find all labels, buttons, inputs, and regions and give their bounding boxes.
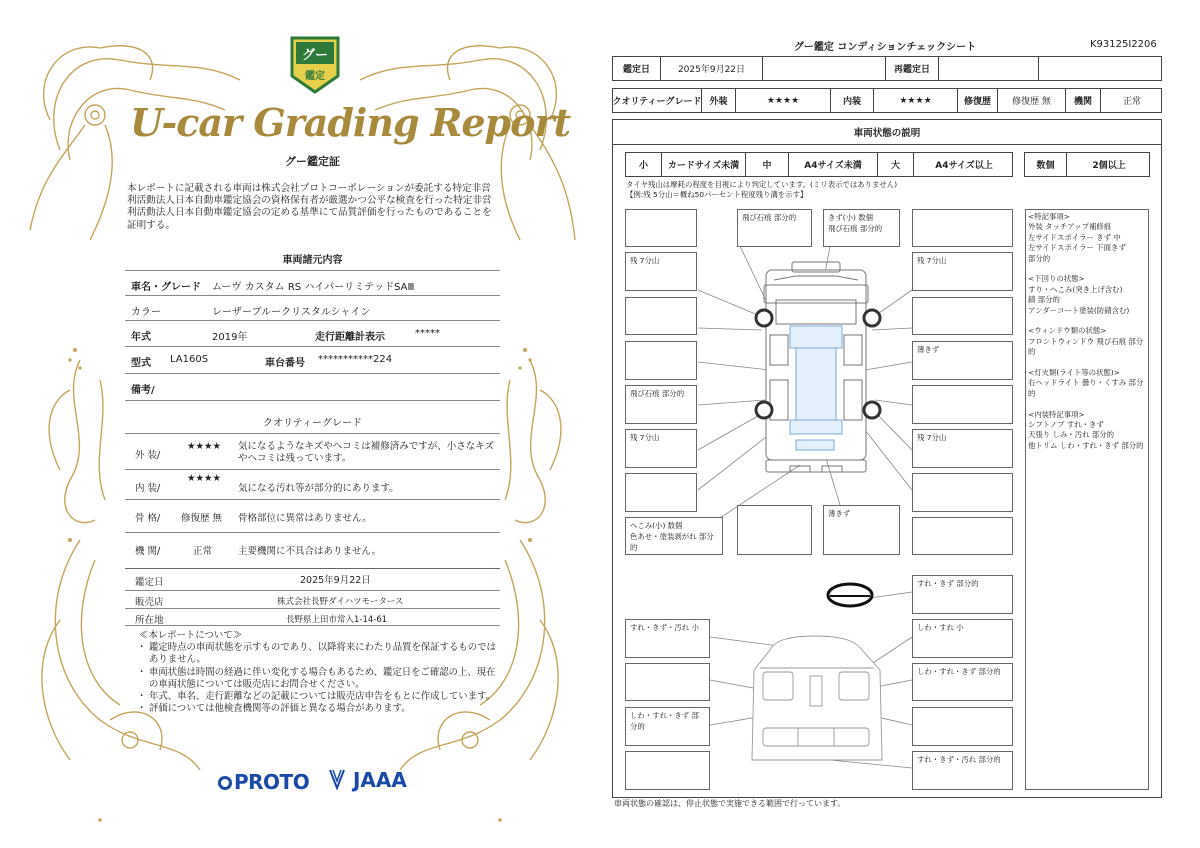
ext-value: ★★★★: [736, 89, 831, 112]
int-right1-text: しわ・すれ 小: [917, 623, 964, 632]
grade-row-interior: [125, 469, 500, 499]
proto-logo: [218, 770, 309, 794]
sheet-footer: 車両状態の確認は、停止状態で実施できる範囲で行っています。: [614, 799, 846, 808]
notes-group-interior: [1028, 410, 1146, 452]
grade-label: クオリティーグレード: [613, 89, 702, 112]
date-value: 2025年9月22日: [661, 57, 763, 80]
specs-title: 車両諸元内容: [282, 255, 343, 266]
mileage-value: *****: [415, 328, 440, 339]
car-exterior-diagram: [764, 262, 868, 472]
ext-box-top-mid: [737, 209, 812, 247]
color-label: カラー: [131, 307, 161, 318]
int-left3-text: しわ・すれ・きず 部分的: [630, 711, 699, 731]
ext-box-top-right: [823, 209, 900, 247]
g2-line3: アンダーコート塗装(防錆含む): [1028, 305, 1130, 315]
interior-stars: ★★★★: [187, 473, 222, 484]
engine-text: 主要機関に不具合はありません。: [238, 546, 382, 557]
ext-box-right-4: [912, 385, 1013, 424]
g1-line3: 左サイドスポイラー 下面きず: [1028, 243, 1126, 253]
int-box-left-1: [625, 619, 710, 658]
ext-box-top-right-line1: きず(小) 数個: [828, 213, 874, 222]
ext-label: 外装: [702, 89, 736, 112]
int-box-right-2: [912, 663, 1013, 701]
g3-head: <ウィンドウ類の状態>: [1028, 326, 1107, 336]
ext-box-fl-tire: [625, 252, 697, 291]
note-item: ・ 年式、車名、走行距離などの記載については販売店申告をもとに作成しています。: [137, 691, 497, 703]
legend-large-desc: A4サイズ以上: [935, 161, 993, 171]
frame-value: 修復歴 無: [181, 513, 223, 524]
note-item: ・ 車両状態は時間の経過に伴い変化する場合もあるため、鑑定日をご確認の上、現在の車両状態については販売店にお問合せください。: [137, 667, 497, 691]
badge-line2: 鑑定: [305, 71, 325, 82]
ext-box-rear-left: [625, 517, 723, 555]
spec-row-color: [125, 295, 500, 320]
appraisal-date-value: 2025年9月22日: [300, 575, 371, 586]
int-box-left-3: [625, 707, 710, 746]
mileage-label: 走行距離計表示: [315, 332, 385, 343]
g5-line1: シフトノブ すれ・きず: [1028, 420, 1104, 430]
steering-text: すれ・きず 部分的: [917, 579, 979, 588]
quality-title: クオリティーグレード: [263, 418, 362, 429]
notes-group-special: [1028, 212, 1146, 264]
shop-row: [125, 590, 500, 608]
year-value: 2019年: [212, 332, 248, 343]
engine-value: 正常: [1122, 97, 1141, 107]
ext-box-rear-far-right: [912, 517, 1013, 555]
rr-tire-text: 残 7分山: [917, 433, 947, 442]
condition-check-sheet: [600, 0, 1200, 848]
notes-group-windows: [1028, 326, 1146, 357]
address-row: [125, 608, 500, 626]
spec-row-name: [125, 270, 500, 295]
int-value: ★★★★: [874, 89, 958, 112]
rear-right-text: 薄きず: [828, 509, 851, 518]
notes-head: ≪本レポートについて≫: [139, 630, 242, 641]
int-box-right-3: [912, 707, 1013, 746]
g1-line4: 部分的: [1028, 253, 1051, 263]
appraisal-date-label: 鑑定日: [135, 577, 164, 588]
frame-text: 骨格部位に異常はありません。: [238, 513, 372, 524]
car-interior-diagram: [752, 636, 882, 760]
rear-left-line1: へこみ(小) 数個: [630, 521, 683, 530]
g4-line1: 右ヘッドライト 曇り・くすみ 部分的: [1028, 378, 1144, 398]
spec-row-year: [125, 320, 500, 345]
int-box-right-1: [912, 619, 1013, 658]
g2-line2: 錆 部分的: [1028, 295, 1060, 305]
repair-value: 修復歴 無: [998, 89, 1066, 112]
notes-group-underbody: [1028, 274, 1146, 316]
g5-head: <内装特記事項>: [1028, 409, 1085, 419]
ext-box-left-mid: [625, 385, 697, 424]
int-box-left-2: [625, 663, 710, 701]
year-label: 年式: [131, 332, 151, 343]
exterior-text: 気になるようなキズやヘコミは補修済みですが、小さなキズやヘコミは残っています。: [238, 441, 495, 464]
ext-box-right-6: [912, 473, 1013, 512]
legend-mid: 中: [746, 153, 789, 176]
redate-label: 再鑑定日: [886, 57, 939, 80]
certificate-heading: グー鑑定証: [285, 155, 340, 168]
chassis-label: 車台番号: [265, 358, 305, 369]
ext-box-rear-mid: [737, 505, 812, 555]
quality-title-row: [125, 400, 500, 433]
badge-line1: グー: [301, 48, 329, 63]
left-mid-text: 飛び石痕 部分的: [630, 389, 685, 398]
appraisal-date-row: [125, 568, 500, 590]
remarks-label: 備考/: [131, 385, 155, 396]
right-mid-text: 薄きず: [917, 345, 940, 354]
ext-box-top-left: [625, 209, 697, 247]
date-label: 鑑定日: [613, 57, 661, 80]
g5-line3: 他トリム しわ・すれ・きず 部分的: [1028, 440, 1144, 450]
report-notes: [137, 630, 497, 715]
ext-box-left-6: [625, 473, 697, 512]
int-right2-text: しわ・すれ・きず 部分的: [917, 667, 1001, 676]
note-item: ・ 鑑定時点の車両状態を示すものであり、以降将来にわたり品質を保証するものではありません。: [137, 642, 497, 666]
sheet-title: グー鑑定 コンディションチェックシート: [793, 42, 977, 53]
int-label: 内装: [831, 89, 874, 112]
ext-box-fr-tire: [912, 252, 1013, 291]
g3-line1: フロントウィンドウ 飛び石痕 部分的: [1028, 336, 1144, 357]
ext-box-rr-tire: [912, 429, 1013, 468]
special-notes: [1025, 209, 1149, 790]
int-right4-text: すれ・きず・汚れ 部分的: [917, 755, 1001, 764]
tire-note-line1: タイヤ残山は摩耗の程度を目視により判定しています。(ミリ表示ではありません): [626, 180, 898, 189]
proto-mark-icon: [218, 776, 232, 790]
g1-line1: 外装 タッチアップ補修痕: [1028, 222, 1112, 232]
shop-label: 販売店: [135, 597, 164, 608]
int-box-steering: [912, 575, 1013, 614]
legend-large: 大: [878, 153, 914, 176]
interior-label: 内 装/: [135, 483, 161, 494]
g2-head: <下回りの状態>: [1028, 274, 1085, 284]
jaaa-logo: [328, 768, 407, 792]
legend-count: 数個: [1025, 153, 1067, 176]
grade-row-exterior: [125, 433, 500, 469]
proto-text: PROTO: [234, 770, 310, 794]
note-item: ・ 評価については他検査機関等の評価と異なる場合があります。: [137, 703, 497, 715]
int-box-right-4: [912, 751, 1013, 790]
grade-row-engine: [125, 532, 500, 565]
ext-box-left-2: [625, 297, 697, 335]
ext-box-right-2: [912, 297, 1013, 335]
model-value: LA160S: [170, 354, 209, 365]
repair-label: 修復歴: [958, 89, 998, 112]
g1-head: <特記事項>: [1028, 212, 1070, 221]
model-label: 型式: [131, 358, 151, 369]
name-label: 車名・グレード: [131, 282, 201, 293]
tire-note-line2: 【例:残 5分山＝概ね50パーセント程度残り溝を示す】: [626, 190, 808, 199]
ext-box-rl-tire: [625, 429, 697, 468]
int-left1-text: すれ・きず・汚れ 小: [630, 623, 699, 632]
rear-left-line2: 色あせ・塗装剥がれ 部分的: [630, 532, 714, 552]
interior-text: 気になる汚れ等が部分的にあります。: [238, 483, 399, 494]
color-value: レーザーブルークリスタルシャイン: [212, 307, 371, 318]
sheet-id: K93125I2206: [1090, 39, 1157, 50]
rl-tire-text: 残 7分山: [630, 433, 660, 442]
address-value: 長野県上田市常入1-14-61: [286, 615, 388, 625]
address-label: 所在地: [135, 615, 164, 626]
g5-line2: 天張り しみ・汚れ 部分的: [1028, 430, 1114, 440]
g2-line1: すり・へこみ(突き上げ含む): [1028, 284, 1123, 294]
certificate-intro: 本レポートに記載される車両は株式会社プロトコーポレーションが委託する特定非営利活動法人日本自動車鑑定協会の資格保有者が厳選かつ公平な検査を行った特定非営利活動法人日本自動車鑑定協会の定める基準にて品質評価を行ったものであることを証明する。: [127, 183, 492, 231]
legend-small: 小: [626, 153, 662, 176]
legend-count-desc: 2個以上: [1092, 161, 1126, 171]
goo-kantei-badge: [288, 32, 342, 96]
ext-box-right-mid: [912, 341, 1013, 380]
notes-group-lights: [1028, 368, 1146, 399]
ext-box-rear-right: [823, 505, 900, 555]
legend-mid-desc: A4サイズ未満: [789, 153, 878, 176]
ext-box-top-far-right: [912, 209, 1013, 247]
g1-line2: 左サイドスポイラー きず 中: [1028, 232, 1121, 242]
exterior-label: 外 装/: [135, 450, 161, 461]
engine-value: 正常: [193, 546, 213, 557]
fr-tire-text: 残 7分山: [917, 256, 947, 265]
frame-label: 骨 格/: [135, 513, 161, 524]
ext-box-top-mid-text: 飛び石痕 部分的: [742, 213, 797, 222]
chassis-value: ***********224: [318, 354, 393, 365]
spec-row-model: [125, 346, 500, 371]
script-title: U-car Grading Report: [130, 100, 571, 145]
engine-label: 機関: [1066, 89, 1101, 112]
exterior-stars: ★★★★: [187, 441, 222, 452]
panel-title: 車両状態の説明: [613, 120, 1161, 145]
jaaa-text: JAAA: [352, 768, 407, 792]
fl-tire-text: 残 7分山: [630, 256, 660, 265]
grade-row-frame: [125, 499, 500, 532]
engine-label: 機 関/: [135, 546, 161, 557]
ext-box-top-right-line2: 飛び石痕 部分的: [828, 224, 883, 233]
int-box-left-4: [625, 751, 710, 790]
shop-value: 株式会社長野ダイハツモータース: [277, 597, 404, 607]
ext-box-left-3: [625, 341, 697, 380]
spec-row-remarks: [125, 373, 500, 398]
legend-small-desc: カードサイズ未満: [662, 153, 746, 176]
jaaa-mark-icon: [328, 768, 346, 790]
name-value: ムーヴ カスタム RS ハイパーリミテッドSAⅢ: [212, 282, 415, 293]
g4-head: <灯火類(ライト等の状態)>: [1028, 368, 1120, 378]
steering-wheel-icon: [828, 584, 872, 606]
